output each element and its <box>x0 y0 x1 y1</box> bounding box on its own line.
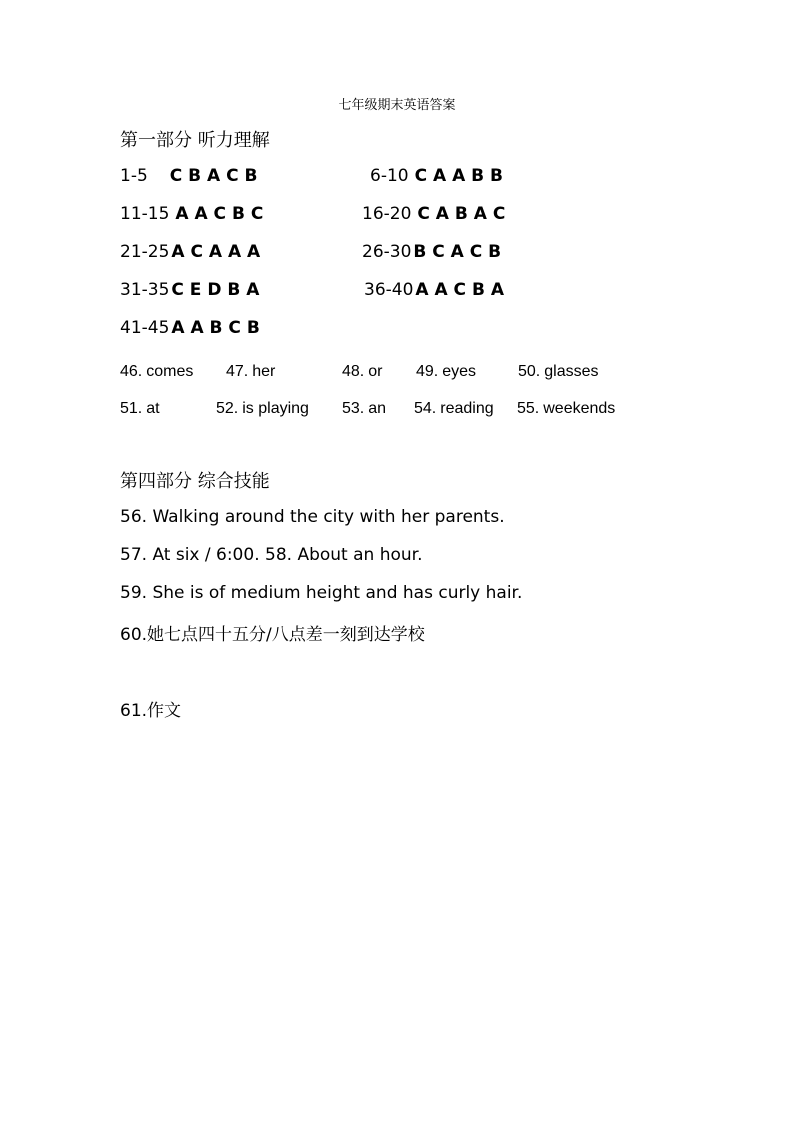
answer-word: weekends <box>543 400 616 417</box>
answer-word: at <box>146 400 160 417</box>
answer-line-59: 59. She is of medium height and has curly hair. <box>120 583 523 603</box>
answer-group <box>120 318 260 338</box>
answer-letters: C A A B B <box>414 166 503 186</box>
question-range: 1-5 <box>120 166 148 186</box>
answer-line-57-58: 57. At six / 6:00. 58. About an hour. <box>120 545 423 565</box>
answer-letters: B C A C B <box>413 242 502 262</box>
answer-group <box>364 280 504 300</box>
answer-line-60: 60.她七点四十五分/八点差一刻到达学校 <box>120 625 425 645</box>
question-number: 51. <box>120 400 143 417</box>
fill-answer <box>416 362 476 381</box>
question-range: 16-20 <box>362 204 412 224</box>
answer-group <box>120 166 257 186</box>
question-number: 49. <box>416 363 439 380</box>
fill-answer <box>517 399 615 418</box>
answer-letters: A A C B C <box>175 204 264 224</box>
question-range: 36-40 <box>364 280 414 300</box>
fill-answer <box>120 362 193 381</box>
fill-answer <box>120 399 160 418</box>
answer-line-61: 61.作文 <box>120 701 182 721</box>
question-range: 11-15 <box>120 204 170 224</box>
answer-word: is playing <box>242 400 309 417</box>
question-number: 55. <box>517 400 540 417</box>
answer-letters: C B A C B <box>169 166 258 186</box>
question-range: 26-30 <box>362 242 412 262</box>
page-title: 七年级期末英语答案 <box>338 98 456 113</box>
section-heading-part1: 第一部分 听力理解 <box>120 130 270 151</box>
question-number: 53. <box>342 400 365 417</box>
answer-letters: C A B A C <box>417 204 506 224</box>
question-number: 52. <box>216 400 239 417</box>
question-number: 46. <box>120 363 143 380</box>
answer-group <box>362 204 505 224</box>
answer-letters: A A B C B <box>171 318 260 338</box>
fill-answer <box>342 399 386 418</box>
answer-letters: A A C B A <box>415 280 504 300</box>
answer-group <box>370 166 503 186</box>
question-number: 50. <box>518 363 541 380</box>
fill-answer <box>226 362 275 381</box>
answer-word: an <box>368 400 387 417</box>
fill-answer-row <box>120 399 680 421</box>
answer-word: comes <box>146 363 194 380</box>
answer-word: or <box>368 363 383 380</box>
answer-word: eyes <box>442 363 477 380</box>
fill-answer <box>342 362 382 381</box>
answer-letters: C E D B A <box>171 280 260 300</box>
fill-answer-row <box>120 362 680 384</box>
answer-letters: A C A A A <box>171 242 261 262</box>
question-number: 47. <box>226 363 249 380</box>
question-number: 48. <box>342 363 365 380</box>
answer-word: glasses <box>544 363 599 380</box>
fill-answer <box>518 362 599 381</box>
answer-group <box>120 242 260 262</box>
question-range: 6-10 <box>370 166 409 186</box>
question-range: 31-35 <box>120 280 170 300</box>
answer-group <box>362 242 501 262</box>
answer-word: her <box>252 363 276 380</box>
answer-line-56: 56. Walking around the city with her parents. <box>120 507 505 527</box>
question-range: 41-45 <box>120 318 170 338</box>
section-heading-part4: 第四部分 综合技能 <box>120 471 270 492</box>
answer-group <box>120 280 259 300</box>
fill-answer <box>216 399 309 418</box>
question-range: 21-25 <box>120 242 170 262</box>
answer-word: reading <box>440 400 494 417</box>
fill-answer <box>414 399 494 418</box>
question-number: 54. <box>414 400 437 417</box>
answer-group <box>120 204 263 224</box>
